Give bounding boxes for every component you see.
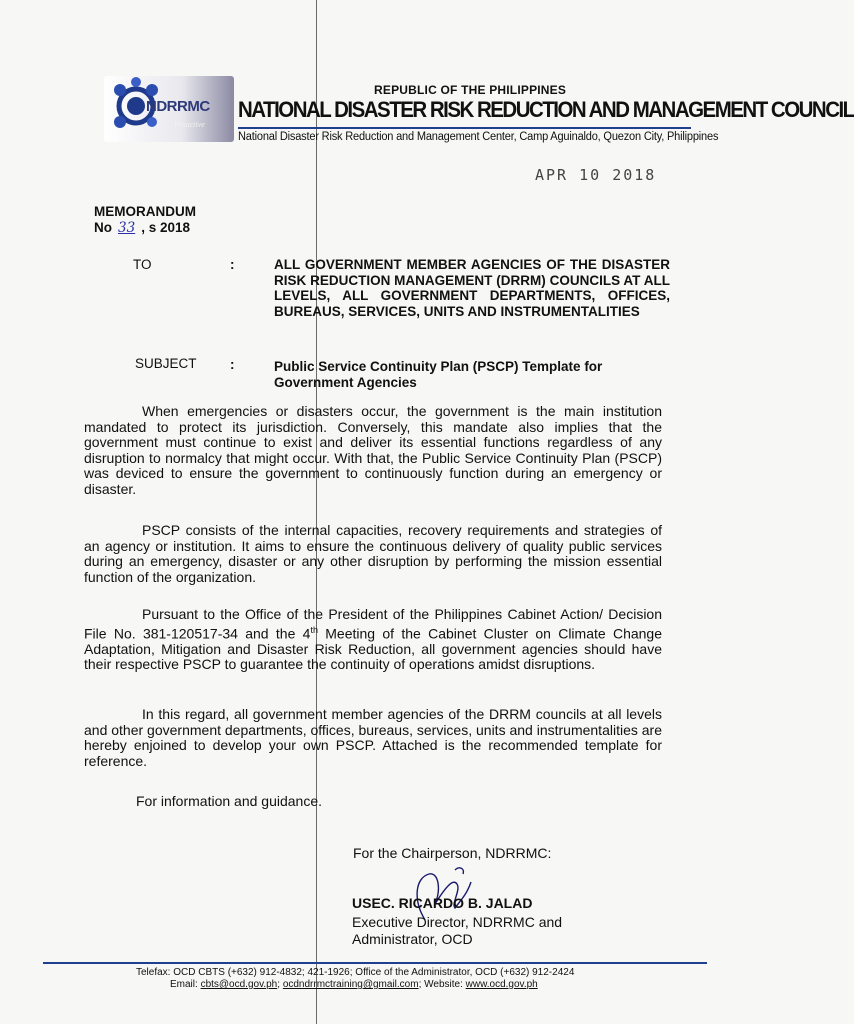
subject-text: Public Service Continuity Plan (PSCP) Template for Government Agencies <box>274 359 603 390</box>
to-recipients: ALL GOVERNMENT MEMBER AGENCIES OF THE DISASTER RISK REDUCTION MANAGEMENT (DRRM) COUNCILS AT ALL LEVELS, ALL GOVERNMENT DEPARTMENTS, OFFICES, BUREAUS, SERVICES, UNITS AND INSTRUMENTALITIES <box>274 257 670 319</box>
subject-colon: : <box>230 357 235 372</box>
memo-no-prefix: No <box>94 220 112 235</box>
memo-no-suffix: , s 2018 <box>141 220 190 235</box>
paragraph-5-text: For information and guidance. <box>136 793 322 809</box>
logo-text: NDRRMC <box>146 98 210 115</box>
paragraph-2 <box>84 523 662 585</box>
to-colon: : <box>230 257 235 272</box>
paragraph-3-text-b: Meeting of the Cabinet Cluster on Climate Change Adaptation, Mitigation and Disaster Risk Reduction, all government agencies should have their respective PSCP to guarantee the continuity of operations amidst disruptions. <box>84 625 663 673</box>
footer-separator: ; <box>277 979 283 990</box>
footer-website-link[interactable]: www.ocd.gov.ph <box>465 979 538 990</box>
fold-line <box>316 0 317 1024</box>
paragraph-3 <box>84 607 662 673</box>
paragraph-1 <box>84 404 662 498</box>
footer-contacts <box>170 979 538 990</box>
paragraph-4-text: In this regard, all government member agencies of the DRRM councils at all levels and other government departments, offices, bureaus, services, units and instrumentalities are hereby enjoined to develop your own PSCP. Attached is the recommended template for reference. <box>84 706 662 769</box>
paragraph-1-text: When emergencies or disasters occur, the government is the main institution mandated to protect its jurisdiction. Conversely, this mandate also implies that the government must continue to exist and deliver its essential functions regardless of any disruption to normalcy that might occur. With that, the Public Service Continuity Plan (PSCP) was deviced to ensure the government to continuously function during an emergency or disaster. <box>84 403 662 497</box>
paragraph-5 <box>84 794 662 810</box>
paragraph-3-sup: th <box>310 624 318 635</box>
footer-website-label: ; Website: <box>418 979 466 990</box>
to-label: TO <box>133 257 152 272</box>
footer-email-1[interactable]: cbts@ocd.gov.ph <box>200 979 278 990</box>
memo-title: MEMORANDUM <box>94 204 196 219</box>
signatory-title-2: Administrator, OCD <box>352 931 473 947</box>
memo-number <box>94 220 190 236</box>
logo-tagline: Proactive <box>174 120 205 129</box>
paragraph-2-text: PSCP consists of the internal capacities, recovery requirements and strategies of an agency or institution. It aims to ensure the continuous delivery of quality public services during an emergency, disaster or any other disruption by performing the mission essential function of the organization. <box>84 522 662 585</box>
paragraph-3-text-a: Pursuant to the Office of the President of the Philippines Cabinet Action/ Decision File No. 381-120517-34 and the 4 <box>84 606 662 642</box>
council-heading: NATIONAL DISASTER RISK REDUCTION AND MANAGEMENT COUNCIL <box>238 97 854 122</box>
paragraph-4 <box>84 707 662 769</box>
date-stamp: APR 10 2018 <box>535 166 657 184</box>
footer-email-label: Email: <box>170 979 201 990</box>
signature-for-line: For the Chairperson, NDRRMC: <box>353 845 552 861</box>
subject-label: SUBJECT <box>135 356 197 371</box>
header-rule <box>238 127 691 129</box>
signatory-name: USEC. RICARDO B. JALAD <box>352 895 533 911</box>
republic-heading: REPUBLIC OF THE PHILIPPINES <box>374 83 567 97</box>
footer-rule <box>43 962 707 964</box>
footer-email-2[interactable]: ocdndrrmctraining@gmail.com <box>282 979 419 990</box>
memo-no-value: 33 <box>118 220 136 236</box>
center-address: National Disaster Risk Reduction and Management Center, Camp Aguinaldo, Quezon City, Philippines <box>238 131 719 143</box>
ndrrmc-logo <box>104 68 234 144</box>
footer-telefax: Telefax: OCD CBTS (+632) 912-4832; 421-1926; Office of the Administrator, OCD (+632) 912-2424 <box>136 967 575 978</box>
signatory-title-1: Executive Director, NDRRMC and <box>352 914 563 930</box>
